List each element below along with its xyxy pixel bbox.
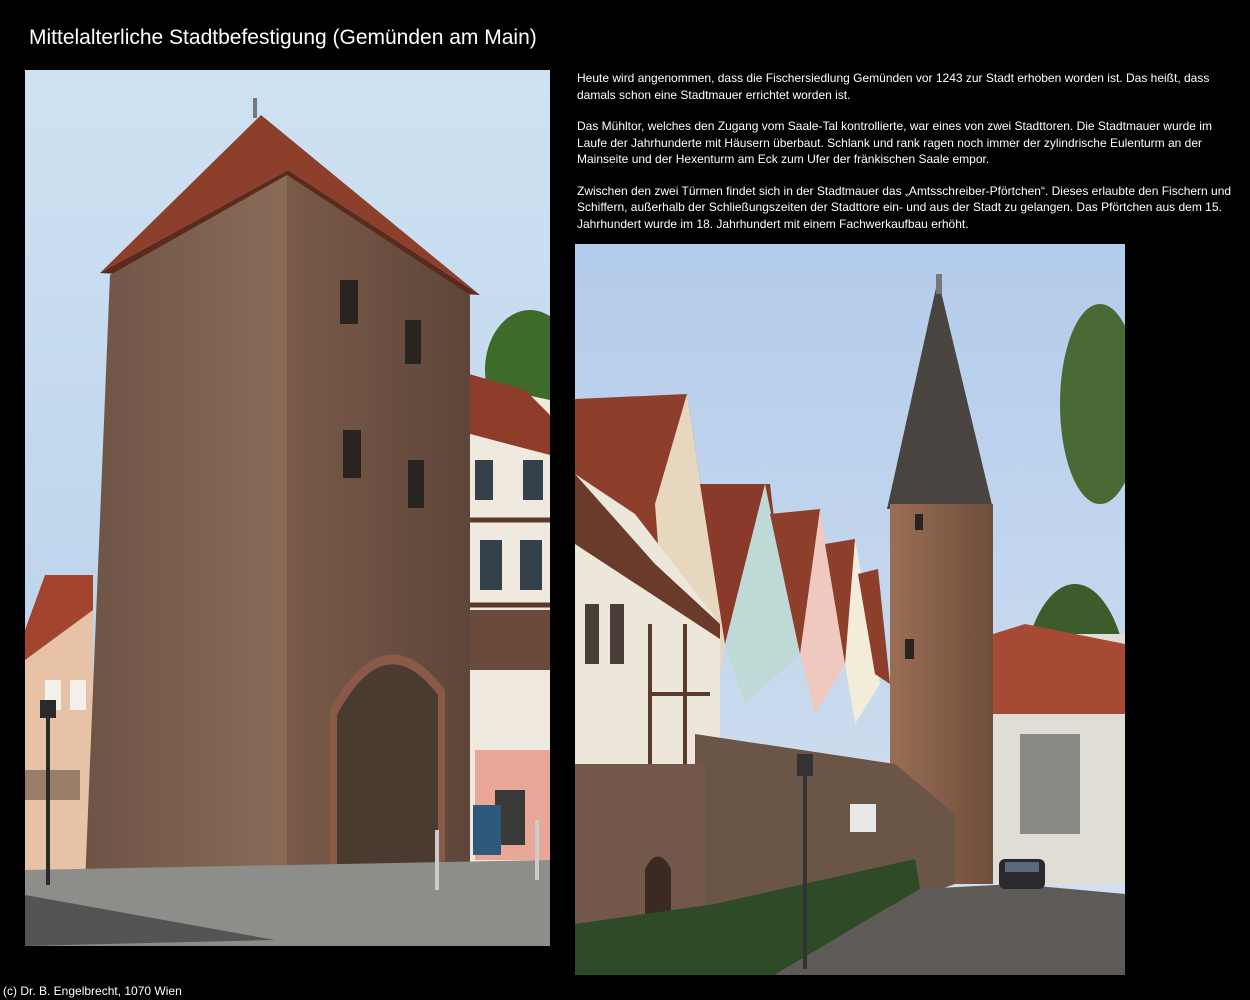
paragraph-2: Das Mühltor, welches den Zugang vom Saale-Tal kontrollierte, war eines von zwei Stadttoren. Die Stadtmauer wurde im Laufe der Jahrhunderte mit Häusern überbaut. Schlank und rank ragen noch immer der zylindrische Eulenturm an der Mainseite und der Hexenturm am Eck zum Ufer der fränkischen Saale empor. — [577, 119, 1212, 166]
paragraph-1: Heute wird angenommen, dass die Fischersiedlung Gemünden vor 1243 zur Stadt erhoben worden ist. Das heißt, dass damals schon eine Stadtmauer errichtet worden ist. — [577, 71, 1210, 102]
photo-muehltor-tower — [25, 70, 550, 946]
paragraph-3: Zwischen den zwei Türmen findet sich in der Stadtmauer das „Amtsschreiber-Pförtchen“. Dieses erlaubte den Fischern und Schiffern, außerhalb der Schließungszeiten der Stadttore ein- und aus der Stadt zu gelangen. Das Pförtchen aus dem 15. Jahrhundert wurde im 18. Jahrhundert mit einem Fachwerkaufbau erhöht. — [577, 183, 1232, 231]
copyright-credit: (c) Dr. B. Engelbrecht, 1070 Wien — [3, 984, 182, 998]
photo-round-tower-street — [575, 244, 1125, 975]
description-text — [577, 70, 1232, 247]
page-title: Mittelalterliche Stadtbefestigung (Gemünden am Main) — [29, 26, 537, 49]
